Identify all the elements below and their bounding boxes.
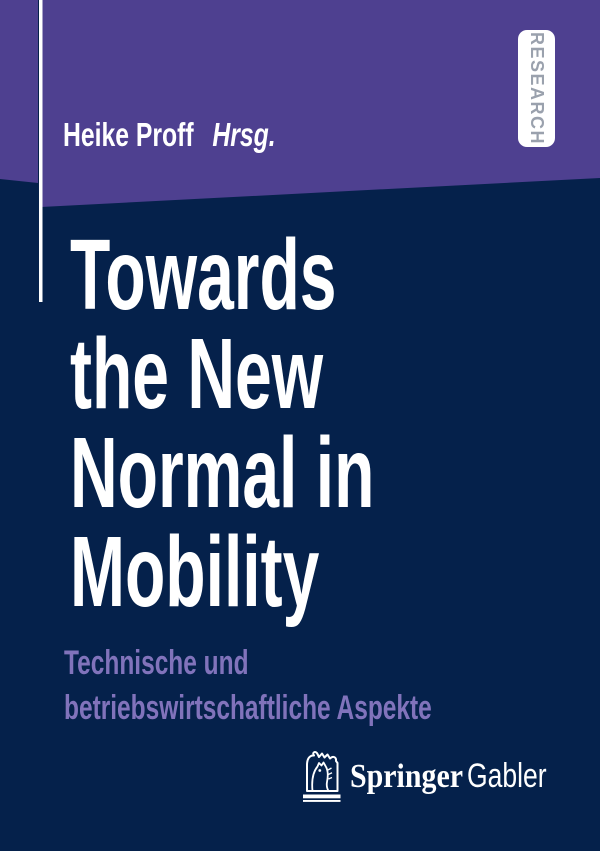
research-badge-label: RESEARCH: [527, 31, 547, 145]
publisher-wordmark-row: [350, 759, 570, 794]
book-title: [70, 219, 375, 628]
title-line: Mobility: [70, 516, 320, 628]
subtitle-line: betriebswirtschaftliche Aspekte: [64, 689, 432, 727]
purple-header-panel: [41, 0, 600, 207]
publisher-logo: [302, 750, 570, 802]
author-name: Heike Proff: [63, 116, 194, 153]
horse-head-outline: [312, 763, 328, 792]
author-line: [63, 117, 276, 153]
spine-accent-strip: [0, 0, 38, 183]
title-line: Towards: [70, 219, 337, 331]
horse-eye: [318, 769, 321, 772]
title-line: the New: [70, 318, 324, 430]
springer-wordmark: Springer: [350, 758, 464, 795]
editor-label: Hrsg.: [212, 116, 276, 153]
subtitle-line: Technische und: [64, 644, 249, 682]
title-line: Normal in: [70, 417, 375, 529]
logo-rule-thin: [303, 800, 341, 802]
book-subtitle: [64, 641, 432, 731]
logo-rule-thick: [303, 795, 341, 799]
springer-horse-knight-icon: [302, 750, 342, 802]
research-series-badge: [518, 30, 555, 147]
spine-divider-line: [39, 0, 43, 302]
gabler-imprint: Gabler: [467, 757, 548, 795]
